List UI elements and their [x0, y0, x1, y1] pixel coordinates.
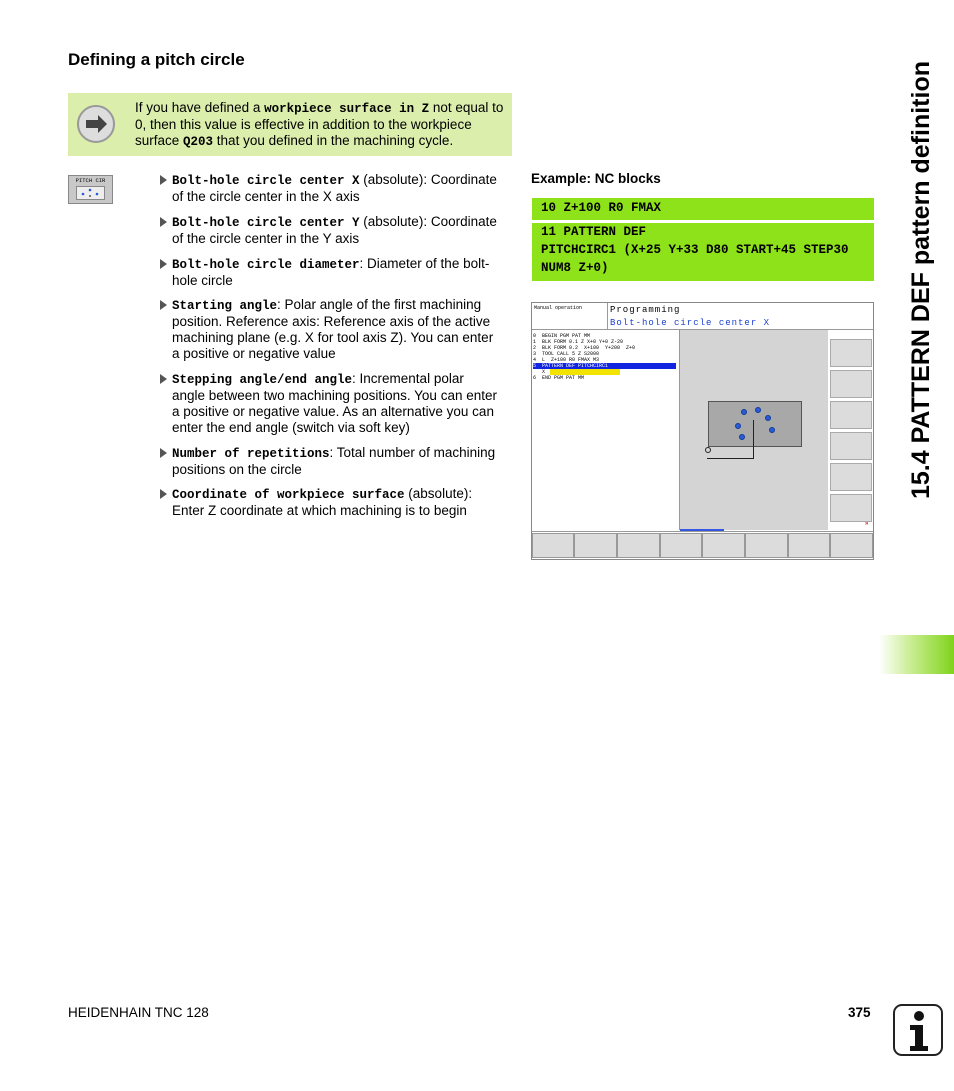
- vertical-softkey[interactable]: [830, 432, 872, 460]
- nc-block-10: 10 Z+100 R0 FMAX: [532, 198, 874, 220]
- nc-block-11: 11 PATTERN DEF PITCHCIRC1 (X+25 Y+33 D80 START+45 STEP30 NUM8 Z+0): [532, 223, 874, 281]
- info-icon: [893, 1004, 943, 1056]
- triangle-bullet-icon: [160, 259, 167, 269]
- vertical-softkey[interactable]: [830, 463, 872, 491]
- softkey[interactable]: [617, 533, 660, 558]
- help-graphic: [680, 330, 828, 530]
- list-item: Stepping angle/end angle: Incremental polar angle between two machining positions. You can enter a positive or negative value. As an alternative you can enter the end angle (switch via soft key): [160, 371, 500, 436]
- softkey[interactable]: [532, 533, 574, 558]
- mode-left: Manual operation: [532, 303, 608, 330]
- vertical-softkey[interactable]: [830, 370, 872, 398]
- triangle-bullet-icon: [160, 175, 167, 185]
- list-item: Bolt-hole circle diameter: Diameter of the bolt-hole circle: [160, 256, 500, 289]
- datum-icon: [705, 447, 711, 453]
- arrow-right-icon: [77, 105, 115, 143]
- softkey[interactable]: [660, 533, 702, 558]
- list-item: Coordinate of workpiece surface (absolute): Enter Z coordinate at which machining is to begin: [160, 486, 500, 519]
- triangle-bullet-icon: [160, 448, 167, 458]
- section-heading: Defining a pitch circle: [68, 50, 245, 69]
- pitch-circle-softkey: PITCH CIR: [68, 175, 113, 204]
- tnc-screen: [531, 302, 874, 560]
- program-line: 3 TOOL CALL 5 Z S2000: [533, 351, 600, 357]
- page-number: 375: [848, 1005, 871, 1020]
- chapter-tab-marker: [879, 635, 954, 674]
- vertical-softkey[interactable]: [830, 401, 872, 429]
- hole-marker: [765, 415, 771, 421]
- pitch-circle-icon: [76, 186, 105, 200]
- section-tab-label: 15.4 PATTERN DEF pattern definition: [907, 61, 935, 499]
- hole-marker: [769, 427, 775, 433]
- program-listing: [532, 330, 680, 530]
- softkey-row: [532, 531, 873, 559]
- hole-marker: [735, 423, 741, 429]
- list-item: Number of repetitions: Total number of machining positions on the circle: [160, 445, 500, 478]
- softkey[interactable]: [745, 533, 788, 558]
- triangle-bullet-icon: [160, 374, 167, 384]
- program-line: 4 L Z+100 R0 FMAX M3: [533, 357, 600, 363]
- softkey[interactable]: [788, 533, 830, 558]
- section-tab: [896, 50, 946, 510]
- program-line-selected: 5 PATTERN DEF PITCHCIRC1: [533, 363, 676, 369]
- program-line: 1 BLK FORM 0.1 Z X+0 Y+0 Z-20: [533, 339, 624, 345]
- mode-right: Programming Bolt-hole circle center X: [608, 303, 873, 330]
- program-line: 6 END PGM PAT MM: [533, 375, 585, 381]
- hole-marker: [755, 407, 761, 413]
- program-line: 2 BLK FORM 0.2 X+100 Y+200 Z+0: [533, 345, 636, 351]
- parameter-list: [160, 172, 512, 522]
- vertical-softkey[interactable]: [830, 494, 872, 522]
- program-line: X: [533, 369, 546, 375]
- list-item: Bolt-hole circle center X (absolute): Coordinate of the circle center in the X axis: [160, 172, 500, 205]
- softkey[interactable]: [830, 533, 873, 558]
- hole-marker: [739, 434, 745, 440]
- triangle-bullet-icon: [160, 300, 167, 310]
- note-box: [68, 93, 512, 156]
- dimension-line: [707, 458, 754, 459]
- softkey[interactable]: [574, 533, 617, 558]
- status-marker-icon: »: [865, 521, 869, 527]
- dimension-line: [753, 420, 754, 458]
- triangle-bullet-icon: [160, 217, 167, 227]
- list-item: Bolt-hole circle center Y (absolute): Coordinate of the circle center in the Y axis: [160, 214, 500, 247]
- softkey[interactable]: [702, 533, 745, 558]
- example-title: Example: NC blocks: [531, 171, 661, 186]
- triangle-bullet-icon: [160, 489, 167, 499]
- hole-marker: [741, 409, 747, 415]
- vertical-softkey[interactable]: [830, 339, 872, 367]
- program-line: 0 BEGIN PGM PAT MM: [533, 333, 591, 339]
- footer-left: HEIDENHAIN TNC 128: [68, 1005, 209, 1020]
- note-text: If you have defined a workpiece surface in Z not equal to 0, then this value is effective in addition to the workpiece surface Q203 that you defined in the machining cycle.: [135, 100, 504, 149]
- list-item: Starting angle: Polar angle of the first machining position. Reference axis: Reference axis of the active machining plane (e.g. X for tool axis Z). You can enter a positive or negative value: [160, 297, 500, 362]
